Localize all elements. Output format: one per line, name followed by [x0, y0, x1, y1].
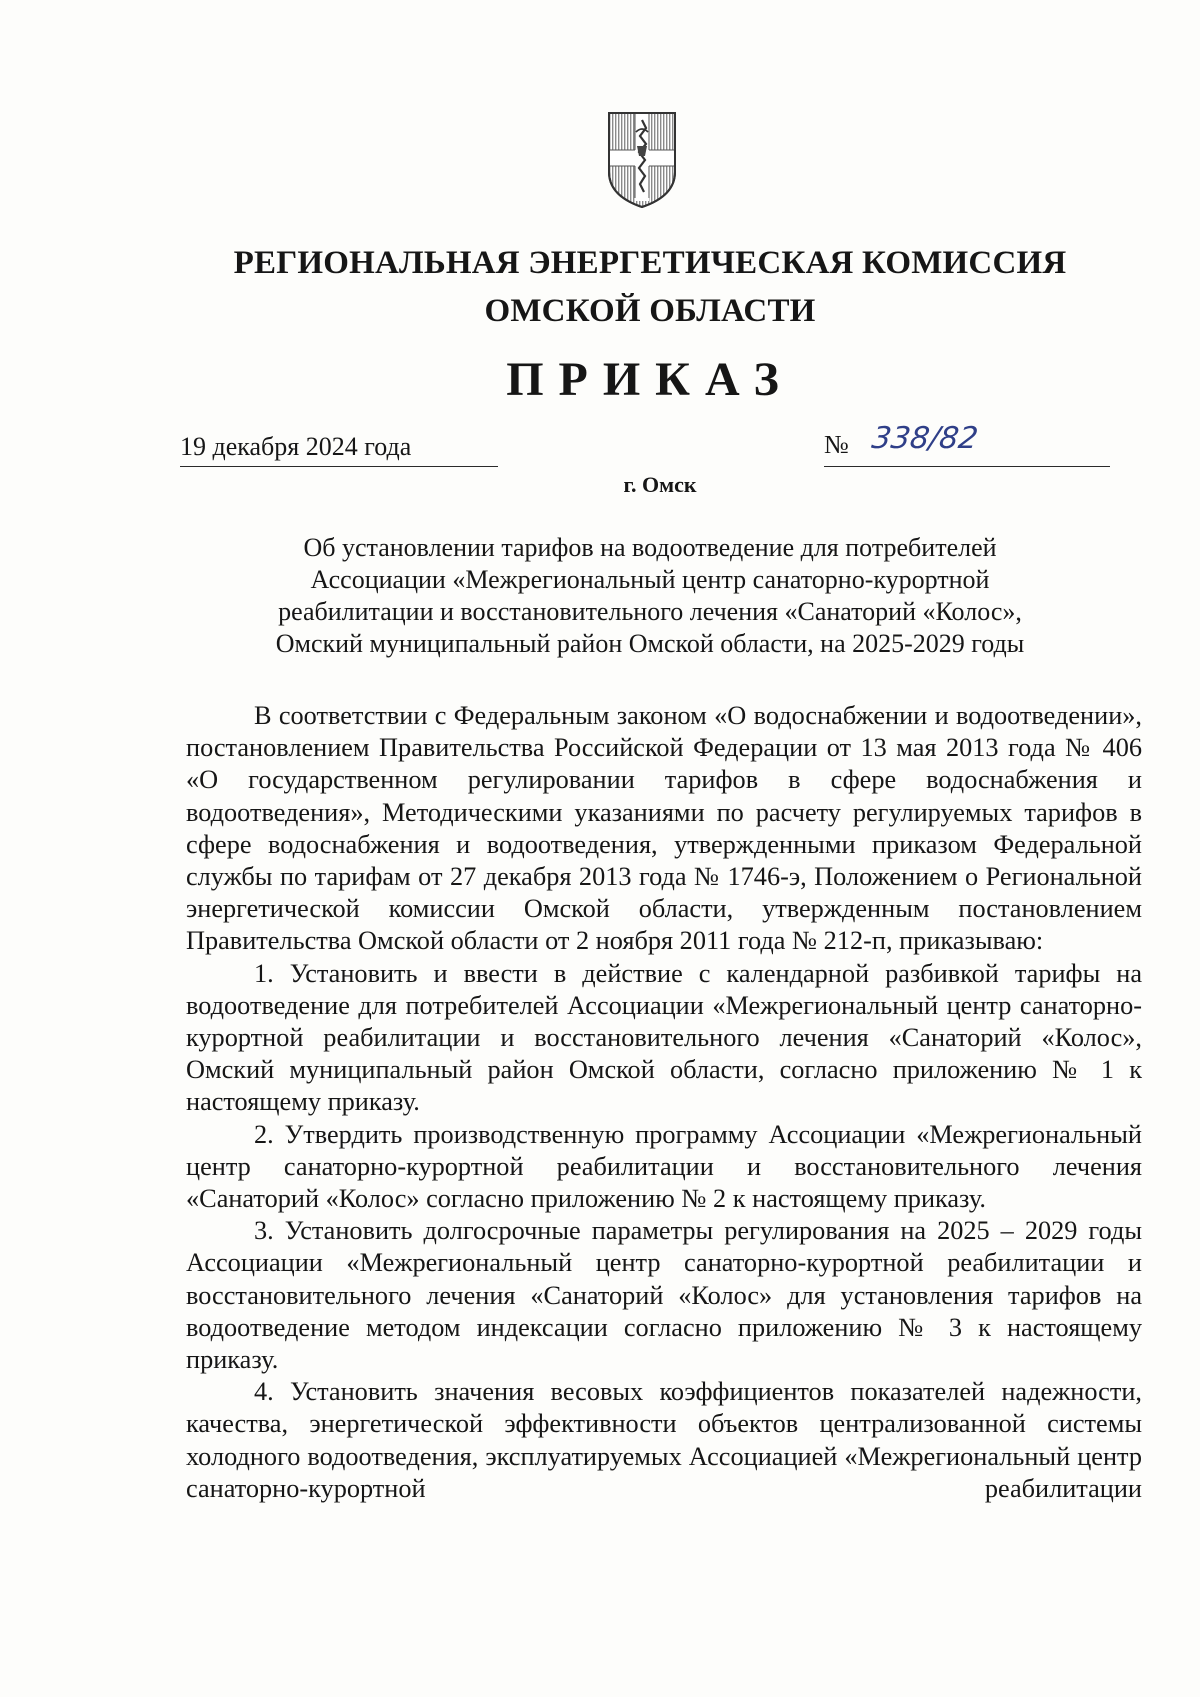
subject-line: Об установлении тарифов на водоотведение для потребителей [303, 533, 997, 562]
subject-line: Омский муниципальный район Омской области, на 2025-2029 годы [275, 629, 1025, 658]
document-date: 19 декабря 2024 года [180, 428, 498, 467]
preamble-paragraph: В соответствии с Федеральным законом «О водоснабжении и водоотведении», постановлением Правительства Российской Федерации от 13 мая 2013 года № 406 «О государственном регулировании тарифов в сфере водоснабжения и водоотведения», Методическими указаниями по расчету регулируемых тарифов в сфере водоснабжения и водоотведения, утвержденными приказом Федеральной службы по тарифам от 27 декабря 2013 года № 1746-э, Положением о Региональной энергетической комиссии Омской области, утвержденным постановлением Правительства Омской области от 2 ноября 2011 года № 212-п, приказываю: [186, 701, 1142, 956]
subject-line: Ассоциации «Межрегиональный центр санаторно-курортной [310, 565, 990, 594]
organization-name-line-1: РЕГИОНАЛЬНАЯ ЭНЕРГЕТИЧЕСКАЯ КОМИССИЯ [233, 245, 1067, 281]
order-item-2: 2. Утвердить производственную программу Ассоциации «Межрегиональный центр санаторно-курортной реабилитации и восстановительного лечения «Санаторий «Колос» согласно приложению № 2 к настоящему приказу. [186, 1119, 1142, 1214]
subject-line: реабилитации и восстановительного лечения «Санаторий «Колос», [278, 597, 1022, 626]
city-name: г. Омск [623, 472, 697, 497]
document-number-field [824, 421, 1110, 467]
handwritten-document-number: 338/82 [869, 421, 981, 456]
order-item-1: 1. Установить и ввести в действие с календарной разбивкой тарифы на водоотведение для потребителей Ассоциации «Межрегиональный центр санаторно-курортной реабилитации и восстановительного лечения «Санаторий «Колос», Омский муниципальный район Омской области, согласно приложению № 1 к настоящему приказу. [186, 958, 1142, 1117]
document-type-title: ПРИКАЗ [506, 353, 794, 406]
order-item-4: 4. Установить значения весовых коэффициентов показателей надежности, качества, энергетической эффективности объектов централизованной системы холодного водоотведения, эксплуатируемых Ассоциацией «Межрегиональный центр санаторно-курортной реабилитации [186, 1377, 1142, 1503]
document-body [186, 700, 1142, 1505]
organization-name-line-2: ОМСКОЙ ОБЛАСТИ [484, 293, 816, 329]
number-sign: № [824, 430, 849, 459]
document-subject [190, 532, 1110, 660]
order-item-3: 3. Установить долгосрочные параметры регулирования на 2025 – 2029 годы Ассоциации «Межрегиональный центр санаторно-курортной реабилитации и восстановительного лечения «Санаторий «Колос» для установления тарифов на водоотведение методом индексации согласно приложению № 3 к настоящему приказу. [186, 1216, 1142, 1375]
coat-of-arms-icon [606, 110, 678, 210]
